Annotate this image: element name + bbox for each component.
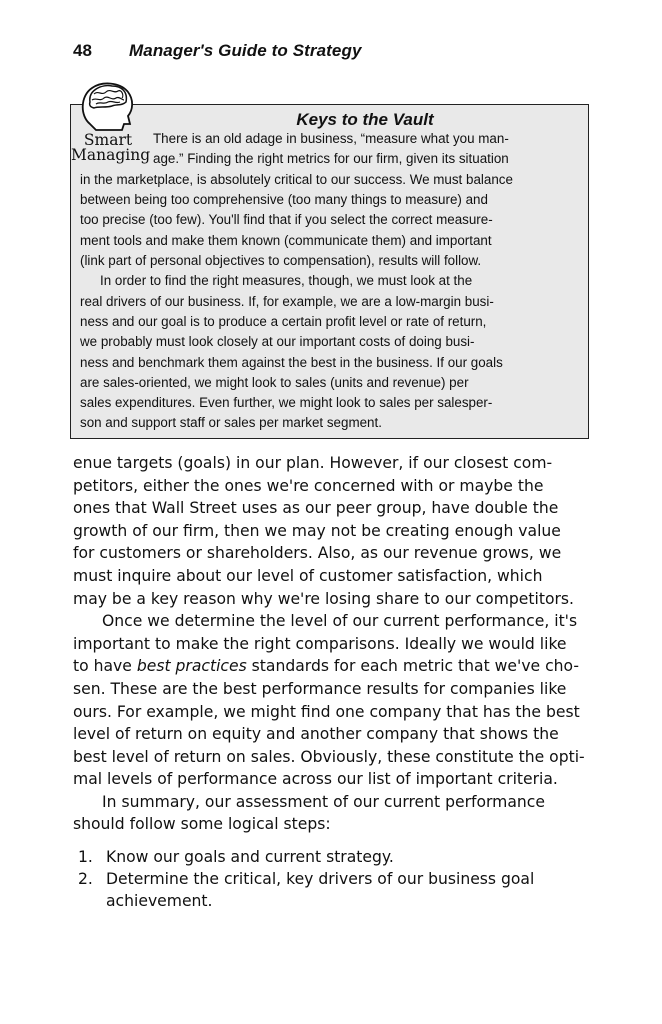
best-practices-term: best practices bbox=[136, 657, 247, 675]
icon-label-line2: Managing bbox=[71, 146, 151, 164]
body-line: sen. These are the best performance results for companies like bbox=[73, 680, 567, 698]
body-line: growth of our firm, then we may not be creating enough value bbox=[73, 522, 561, 540]
sidebar-line: In order to find the right measures, though, we must look at the bbox=[100, 273, 473, 288]
body-line bbox=[73, 655, 579, 678]
sidebar-line: (link part of personal objectives to compensation), results will follow. bbox=[80, 253, 482, 268]
list-number: 1. bbox=[78, 848, 93, 866]
sidebar-line: in the marketplace, is absolutely critical to our success. We must balance bbox=[80, 172, 513, 187]
page-number: 48 bbox=[73, 41, 93, 60]
sidebar-line: ness and benchmark them against the best in the business. If our goals bbox=[80, 355, 503, 370]
sidebar-line: There is an old adage in business, “measure what you man- bbox=[153, 131, 509, 146]
body-line: should follow some logical steps: bbox=[73, 815, 331, 833]
body-line: petitors, either the ones we're concerned with or maybe the bbox=[73, 477, 544, 495]
body-line: enue targets (goals) in our plan. However, if our closest com- bbox=[73, 454, 553, 472]
book-title: Manager's Guide to Strategy bbox=[129, 41, 362, 60]
body-line: Once we determine the level of our current performance, it's bbox=[102, 612, 578, 630]
body-line: for customers or shareholders. Also, as our revenue grows, we bbox=[73, 544, 562, 562]
body-line: may be a key reason why we're losing share to our competitors. bbox=[73, 590, 574, 608]
sidebar-line: too precise (too few). You'll find that if you select the correct measure- bbox=[80, 212, 493, 227]
brain-head-icon bbox=[76, 80, 136, 132]
sidebar-line: between being too comprehensive (too many things to measure) and bbox=[80, 192, 488, 207]
list-text: achievement. bbox=[106, 892, 213, 910]
sidebar-line: we probably must look closely at our important costs of doing busi- bbox=[80, 334, 475, 349]
body-line: ones that Wall Street uses as our peer group, have double the bbox=[73, 499, 559, 517]
sidebar-line: are sales-oriented, we might look to sales (units and revenue) per bbox=[80, 375, 469, 390]
body-line: must inquire about our level of customer satisfaction, which bbox=[73, 567, 543, 585]
sidebar-line: real drivers of our business. If, for example, we are a low-margin busi- bbox=[80, 294, 494, 309]
body-text: standards for each metric that we've cho- bbox=[246, 657, 580, 675]
list-text: Determine the critical, key drivers of our business goal bbox=[106, 870, 535, 888]
body-line: In summary, our assessment of our current performance bbox=[102, 793, 545, 811]
body-line: level of return on equity and another company that shows the bbox=[73, 725, 559, 743]
body-line: ours. For example, we might find one company that has the best bbox=[73, 703, 580, 721]
body-line: important to make the right comparisons. Ideally we would like bbox=[73, 635, 567, 653]
body-text: to have bbox=[73, 657, 132, 675]
sidebar-line: ment tools and make them known (communicate them) and important bbox=[80, 233, 492, 248]
sidebar-line: age.” Finding the right metrics for our firm, given its situation bbox=[153, 151, 509, 166]
body-line: mal levels of performance across our list of important criteria. bbox=[73, 770, 558, 788]
list-number: 2. bbox=[78, 870, 93, 888]
icon-label-line1: Smart bbox=[83, 131, 133, 149]
smart-managing-icon-label bbox=[71, 131, 151, 164]
sidebar-line: sales expenditures. Even further, we might look to sales per salesper- bbox=[80, 395, 493, 410]
sidebar-line: son and support staff or sales per market segment. bbox=[80, 415, 382, 430]
list-text: Know our goals and current strategy. bbox=[106, 848, 394, 866]
page-header bbox=[73, 41, 362, 61]
sidebar-title: Keys to the Vault bbox=[296, 110, 434, 129]
sidebar-line: ness and our goal is to produce a certain profit level or rate of return, bbox=[80, 314, 487, 329]
body-line: best level of return on sales. Obviously, these constitute the opti- bbox=[73, 748, 585, 766]
